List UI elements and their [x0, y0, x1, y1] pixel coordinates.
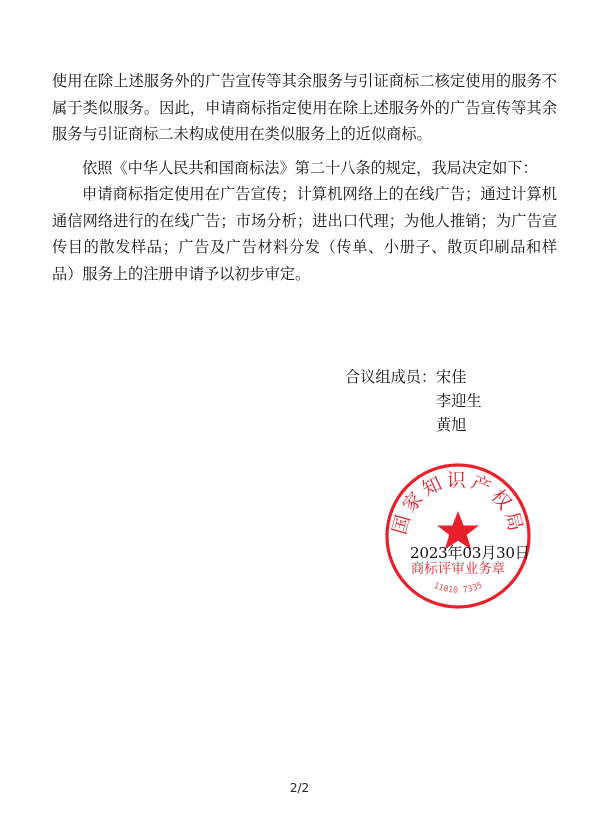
seal-arc-text: 国家知识产权局 — [388, 469, 528, 537]
panel-member-2: 李迎生 — [436, 392, 482, 410]
official-seal — [383, 461, 533, 611]
seal-icon — [383, 461, 533, 611]
decision-date: 2023年03月30日 — [410, 544, 530, 562]
seal-serial: 11010 7335 — [431, 580, 485, 596]
page-number: 2/2 — [289, 781, 310, 795]
paragraph-decision: 申请商标指定使用在广告宣传；计算机网络上的在线广告；通过计算机通信网络进行的在线广告；市场分析；进出口代理；为他人推销；为广告宣传目的散发样品；广告及广告材料分发（传单、小册子、散页印刷品和样品）服务上的注册申请予以初步审定。 — [52, 185, 557, 283]
paragraph-continuation: 使用在除上述服务外的广告宣传等其余服务与引证商标二核定使用的服务不属于类似服务。因此，申请商标指定使用在除上述服务外的广告宣传等其余服务与引证商标二未构成使用在类似服务上的近似商标。 — [52, 72, 557, 143]
panel-member-1: 宋佳 — [436, 368, 467, 386]
panel-label: 合议组成员： — [345, 368, 437, 386]
panel-member-3: 黄旭 — [436, 416, 467, 434]
paragraph-legal-basis: 依照《中华人民共和国商标法》第二十八条的规定，我局决定如下： — [82, 159, 538, 177]
seal-bottom-text: 商标评审业务章 — [410, 561, 506, 577]
